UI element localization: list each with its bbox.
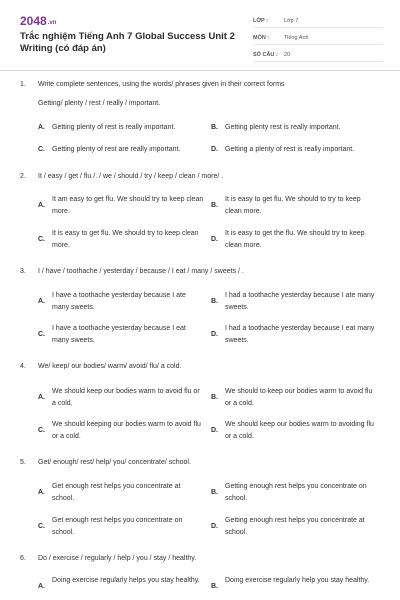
answer-option[interactable]: B. We should to keep our bodies warm to avoid flu or a cold. bbox=[211, 388, 373, 407]
question-text: I / have / toothache / yesterday / because / I eat / many / sweets / . bbox=[38, 268, 244, 275]
answer-option[interactable]: C. It is easy to get flu. We should try to keep clean more. bbox=[38, 230, 199, 249]
answer-option[interactable]: B. Doing exercise regularly help you stay healthy. bbox=[211, 577, 370, 590]
meta-subject: MÔN : Tiếng Anh bbox=[253, 31, 383, 45]
answer-option[interactable]: B. Getting enough rest helps you concentrate on school. bbox=[211, 483, 367, 502]
answer-option[interactable]: D. I had a toothache yesterday because I eat many sweets. bbox=[211, 325, 375, 344]
question-prompt: Getting/ plenty / rest / really / important. bbox=[38, 100, 161, 107]
site-logo[interactable]: 2048.vn bbox=[20, 14, 57, 28]
answer-option[interactable]: A. I have a toothache yesterday because I ate many sweets. bbox=[38, 292, 186, 311]
page-title: Trắc nghiệm Tiếng Anh 7 Global Success Unit 2 Writing (có đáp án) bbox=[20, 31, 235, 54]
answer-option[interactable]: C. I have a toothache yesterday because I eat many sweets. bbox=[38, 325, 186, 344]
meta-question-count: SỐ CÂU : 20 bbox=[253, 48, 383, 62]
question-text: Get/ enough/ rest/ help/ you/ concentrate/ school. bbox=[38, 459, 191, 466]
question-number: 5. bbox=[20, 459, 26, 466]
answer-option[interactable]: D. We should keep our bodies warm to avoiding flu or a cold. bbox=[211, 421, 374, 440]
answer-option[interactable]: A. Get enough rest helps you concentrate at school. bbox=[38, 483, 181, 502]
answer-option[interactable]: D. Getting enough rest helps you concentrate at school. bbox=[211, 517, 365, 536]
question-number: 6. bbox=[20, 555, 26, 562]
answer-option[interactable]: D. It is easy to get the flu. We should try to keep clean more. bbox=[211, 230, 365, 249]
question-text: We/ keep/ our bodies/ warm/ avoid/ flu/ a cold. bbox=[38, 363, 182, 370]
answer-option[interactable]: A. We should keep our bodies warm to avoid flu or a cold. bbox=[38, 388, 200, 407]
header-divider bbox=[0, 70, 400, 71]
question-number: 4. bbox=[20, 363, 26, 370]
answer-option[interactable]: C. Get enough rest helps you concentrate on school. bbox=[38, 517, 183, 536]
header bbox=[0, 0, 400, 70]
answer-option[interactable]: B. Getting plenty rest is really important. bbox=[211, 124, 341, 131]
answer-option[interactable]: D. Getting a plenty of rest is really important. bbox=[211, 146, 355, 153]
question-text: It / easy / get / flu /. / we / should / try / keep / clean / more/ . bbox=[38, 173, 224, 180]
question-number: 2. bbox=[20, 173, 26, 180]
answer-option[interactable]: C. Getting plenty of rest are really important. bbox=[38, 146, 181, 153]
question-number: 1. bbox=[20, 81, 26, 88]
quiz-meta bbox=[253, 14, 383, 65]
answer-option[interactable]: A. Doing exercise regularly helps you stay healthy. bbox=[38, 577, 200, 590]
question-text: Write complete sentences, using the words/ phrases given in their correct forms bbox=[38, 81, 285, 88]
answer-option[interactable]: A. Getting plenty of rest is really important. bbox=[38, 124, 176, 131]
answer-option[interactable]: A. It am easy to get flu. We should try to keep clean more. bbox=[38, 196, 204, 215]
answer-option[interactable]: C. We should keeping our bodies warm to avoid flu or a cold. bbox=[38, 421, 201, 440]
answer-option[interactable]: B. It is easy to get flu. We should to try to keep clean more. bbox=[211, 196, 361, 215]
meta-class: LỚP : Lớp 7 bbox=[253, 14, 383, 28]
question-text: Do / exercise / regularly / help / you / stay / healthy. bbox=[38, 555, 197, 562]
answer-option[interactable]: B. I had a toothache yesterday because I ate many sweets. bbox=[211, 292, 375, 311]
question-number: 3. bbox=[20, 268, 26, 275]
